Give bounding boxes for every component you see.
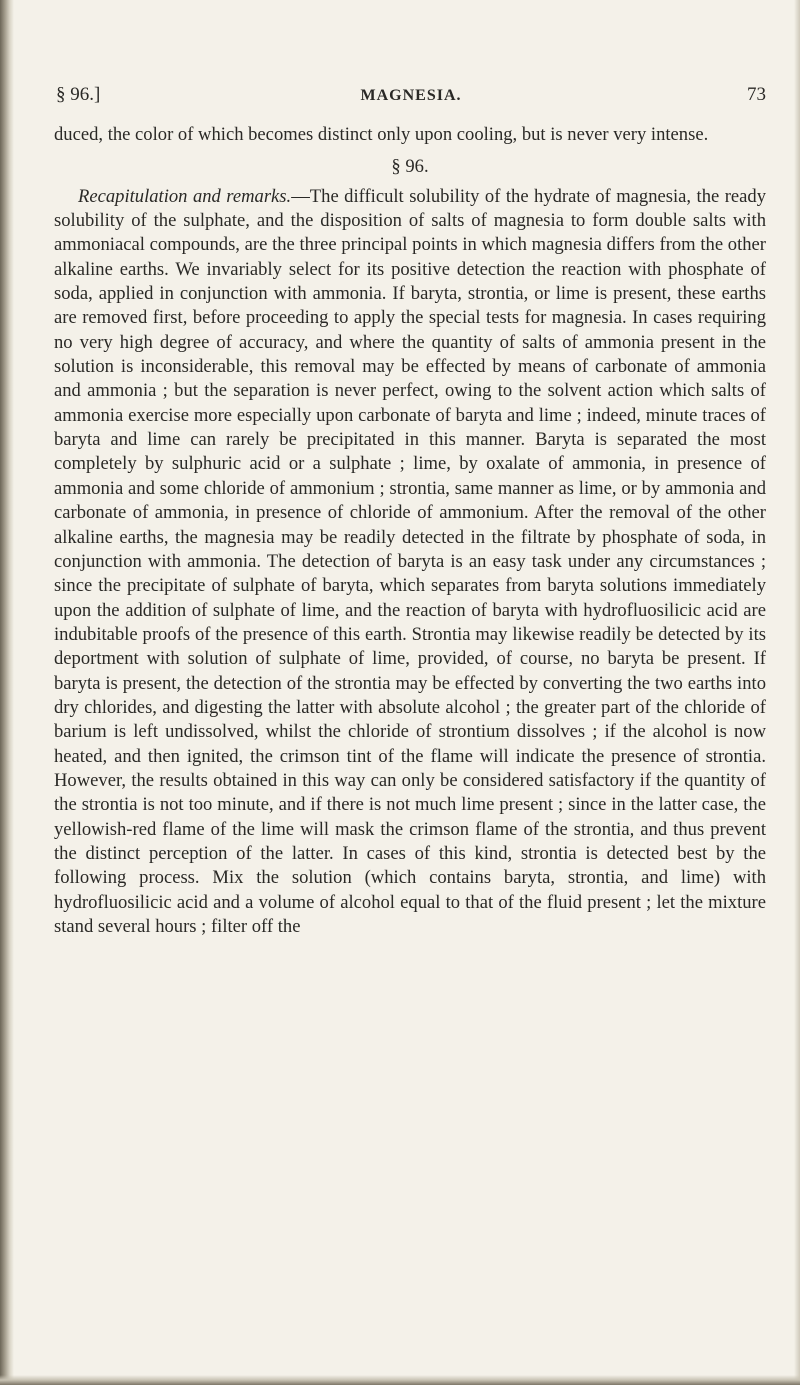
body-text xyxy=(54,123,766,939)
section-dash: — xyxy=(291,185,310,207)
page-bottom-shadow xyxy=(0,1375,800,1385)
page-edge-shadow xyxy=(794,0,800,1385)
section-heading: § 96. xyxy=(391,156,429,178)
header-running-title: MAGNESIA. xyxy=(360,87,462,104)
header-section-ref: § 96.] xyxy=(56,84,101,105)
page-binding-shadow xyxy=(0,0,14,1385)
continuation-paragraph: duced, the color of which becomes distinct only upon cooling, but is never very intense. xyxy=(54,124,709,145)
section-run-in-title: Recapitulation and remarks. xyxy=(78,185,292,207)
section-paragraph xyxy=(54,185,766,940)
running-header xyxy=(56,84,766,112)
section-text: The difficult solubility of the hydrate of magnesia, the ready solubility of the sulphate, and the disposition of salts of magnesia to form double salts with ammoniacal compounds, are the three principal points in which magnesia differs from the other alkaline earths. We invariably select for its positive detection the reaction with phosphate of soda, applied in conjunction with ammonia. If baryta, strontia, or lime is present, these earths are removed first, before proceeding to apply the special tests for magnesia. In cases requiring no very high degree of accuracy, and where the quantity of salts of ammonia present in the solution is inconsiderable, this removal may be effected by means of carbonate of ammonia and ammonia ; but the separation is never perfect, owing to the solvent action which salts of ammonia exercise more especially upon carbonate of baryta and lime ; indeed, minute traces of baryta and lime can rarely be precipitated in this manner. Baryta is separated the most completely by sulphuric acid or a sulphate ; lime, by oxalate of ammonia, in presence of ammonia and some chloride of ammonium ; strontia, same manner as lime, or by ammonia and carbonate of ammonia, in presence of chloride of ammonium. After the removal of the other alkaline earths, the magnesia may be readily detected in the filtrate by phosphate of soda, in conjunction with ammonia. The detection of baryta is an easy task under any circumstances ; since the precipitate of sulphate of baryta, which separates from baryta solutions immediately upon the addition of sulphate of lime, and the reaction of baryta with hydrofluosilicic acid are indubitable proofs of the presence of this earth. Strontia may likewise readily be detected by its deportment with solution of sulphate of lime, provided, of course, no baryta be present. If baryta is present, the detection of the strontia may be effected by converting the two earths into dry chlorides, and digesting the latter with absolute alcohol ; the greater part of the chloride of barium is left undissolved, whilst the chloride of strontium dissolves ; if the alcohol is now heated, and then ignited, the crimson tint of the flame will indicate the presence of strontia. However, the results obtained in this way can only be considered satisfactory if the quantity of the strontia is not too minute, and if there is not much lime present ; since in the latter case, the yellowish-red flame of the lime will mask the crimson flame of the strontia, and thus prevent the distinct perception of the latter. In cases of this kind, strontia is detected best by the following process. Mix the solution (which contains baryta, strontia, and lime) with hydrofluosilicic acid and a volume of alcohol equal to that of the fluid present ; let the mixture stand several hours ; filter off the xyxy=(54,185,767,937)
page-number: 73 xyxy=(747,84,766,105)
